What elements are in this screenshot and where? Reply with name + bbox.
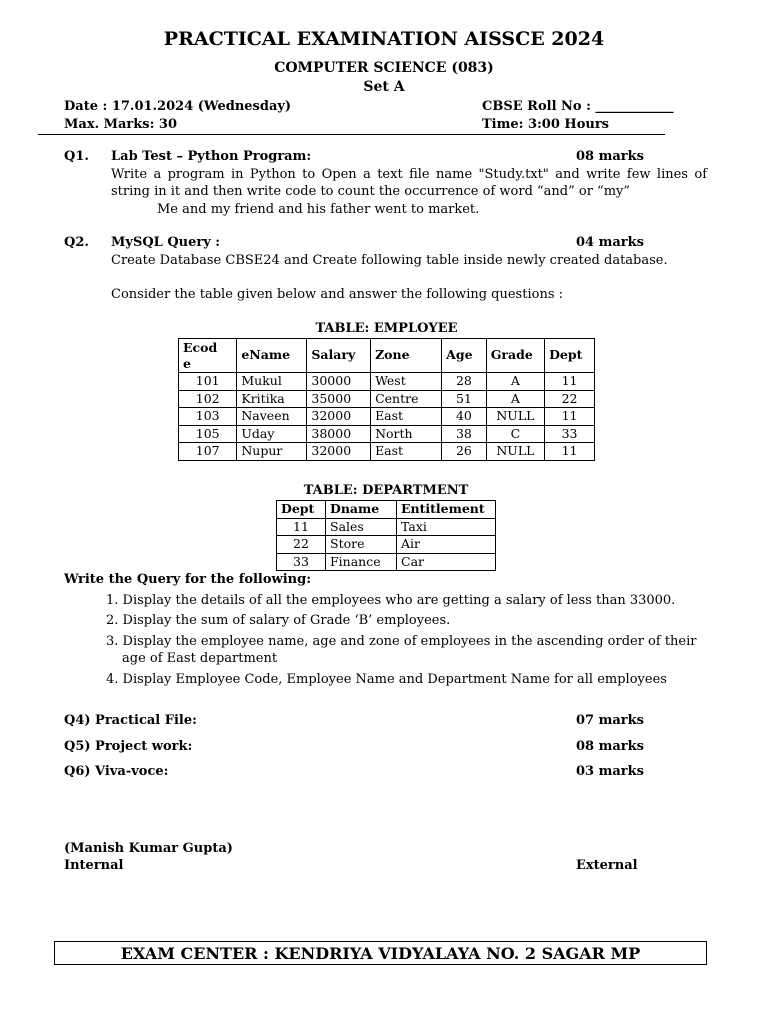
department-dept-cell: 33: [277, 553, 326, 571]
query-item-2: 2. Display the sum of salary of Grade ‘B’ employees.: [106, 613, 451, 628]
table-row: [277, 518, 496, 536]
external-label: External: [576, 858, 638, 873]
employee-col-salary: Salary: [307, 339, 371, 373]
employee-table-header-row: [179, 339, 595, 373]
query-item-4: 4. Display Employee Code, Employee Name and Department Name for all employees: [106, 672, 667, 687]
employee-col-age: Age: [442, 339, 487, 373]
q1-heading: Lab Test – Python Program:: [111, 149, 312, 164]
employee-salary-cell: 30000: [307, 373, 371, 391]
table-row: [179, 425, 595, 443]
employee-col-ename: eName: [237, 339, 307, 373]
department-table-caption: TABLE: DEPARTMENT: [303, 483, 469, 498]
q6-label: Q6) Viva-voce:: [64, 764, 169, 779]
set-label: Set A: [363, 79, 405, 95]
department-dname-cell: Sales: [326, 518, 397, 536]
q5-marks: 08 marks: [576, 739, 644, 754]
department-table-header-row: [277, 501, 496, 519]
employee-age-cell: 38: [442, 425, 487, 443]
employee-col-zone: Zone: [371, 339, 442, 373]
employee-dept-cell: 11: [545, 443, 595, 461]
employee-zone-cell: West: [371, 373, 442, 391]
employee-dept-cell: 22: [545, 390, 595, 408]
employee-name-cell: Mukul: [237, 373, 307, 391]
q1-marks: 08 marks: [576, 149, 644, 164]
employee-grade-cell: NULL: [486, 408, 544, 426]
employee-ecode-cell: 102: [179, 390, 237, 408]
employee-age-cell: 26: [442, 443, 487, 461]
employee-ecode-cell: 101: [179, 373, 237, 391]
employee-zone-cell: North: [371, 425, 442, 443]
employee-name-cell: Naveen: [237, 408, 307, 426]
roll-number: CBSE Roll No : ____________: [482, 99, 674, 114]
table-row: [179, 390, 595, 408]
department-entitlement-cell: Taxi: [397, 518, 496, 536]
employee-dept-cell: 11: [545, 408, 595, 426]
query-item-3: 3. Display the employee name, age and zone of employees in the ascending order of their: [106, 634, 697, 649]
employee-name-cell: Uday: [237, 425, 307, 443]
employee-salary-cell: 32000: [307, 408, 371, 426]
table-row: [179, 408, 595, 426]
employee-salary-cell: 32000: [307, 443, 371, 461]
employee-col-dept: Dept: [545, 339, 595, 373]
employee-col-ecode: Ecod e: [179, 339, 237, 373]
employee-zone-cell: East: [371, 443, 442, 461]
q2-number: Q2.: [64, 235, 89, 250]
q1-text-line1: Write a program in Python to Open a text file name "Study.txt" and write few lines of: [111, 167, 707, 182]
query-item-3-continued: age of East department: [122, 651, 278, 666]
department-dept-cell: 22: [277, 536, 326, 554]
department-dname-cell: Store: [326, 536, 397, 554]
department-table: [276, 500, 496, 571]
table-row: [277, 536, 496, 554]
employee-age-cell: 51: [442, 390, 487, 408]
q1-sample-text: Me and my friend and his father went to market.: [157, 202, 480, 217]
employee-age-cell: 40: [442, 408, 487, 426]
department-entitlement-cell: Air: [397, 536, 496, 554]
employee-col-grade: Grade: [486, 339, 544, 373]
table-row: [179, 373, 595, 391]
q4-marks: 07 marks: [576, 713, 644, 728]
employee-table-caption: TABLE: EMPLOYEE: [315, 321, 458, 336]
max-marks: Max. Marks: 30: [64, 117, 178, 132]
employee-name-cell: Nupur: [237, 443, 307, 461]
department-col-dname: Dname: [326, 501, 397, 519]
q2-marks: 04 marks: [576, 235, 644, 250]
q4-label: Q4) Practical File:: [64, 713, 197, 728]
table-row: [179, 443, 595, 461]
employee-dept-cell: 33: [545, 425, 595, 443]
internal-label: Internal: [64, 858, 124, 873]
header-divider: [38, 134, 665, 135]
exam-center-banner: EXAM CENTER : KENDRIYA VIDYALAYA NO. 2 SAGAR MP: [54, 941, 707, 965]
employee-ecode-cell: 107: [179, 443, 237, 461]
q2-text-line2: Consider the table given below and answer the following questions :: [111, 287, 563, 302]
subject-title: COMPUTER SCIENCE (083): [274, 60, 494, 76]
employee-zone-cell: East: [371, 408, 442, 426]
employee-ecode-cell: 105: [179, 425, 237, 443]
department-col-dept: Dept: [277, 501, 326, 519]
q2-text-line1: Create Database CBSE24 and Create following table inside newly created database.: [111, 253, 668, 268]
table-row: [277, 553, 496, 571]
employee-grade-cell: C: [486, 425, 544, 443]
exam-time: Time: 3:00 Hours: [482, 117, 609, 132]
department-col-entitlement: Entitlement: [397, 501, 496, 519]
employee-name-cell: Kritika: [237, 390, 307, 408]
query-item-1: 1. Display the details of all the employees who are getting a salary of less than 33000.: [106, 593, 676, 608]
employee-grade-cell: A: [486, 390, 544, 408]
q5-label: Q5) Project work:: [64, 739, 193, 754]
queries-heading: Write the Query for the following:: [64, 572, 312, 587]
q2-heading: MySQL Query :: [111, 235, 221, 250]
examiner-name: (Manish Kumar Gupta): [64, 841, 233, 856]
department-dept-cell: 11: [277, 518, 326, 536]
exam-date: Date : 17.01.2024 (Wednesday): [64, 99, 292, 114]
employee-salary-cell: 38000: [307, 425, 371, 443]
employee-ecode-cell: 103: [179, 408, 237, 426]
employee-dept-cell: 11: [545, 373, 595, 391]
employee-table: [178, 338, 595, 461]
q1-text-line2: string in it and then write code to count the occurrence of word “and” or “my”: [111, 184, 631, 199]
employee-age-cell: 28: [442, 373, 487, 391]
q6-marks: 03 marks: [576, 764, 644, 779]
employee-grade-cell: NULL: [486, 443, 544, 461]
employee-salary-cell: 35000: [307, 390, 371, 408]
department-entitlement-cell: Car: [397, 553, 496, 571]
page-title: PRACTICAL EXAMINATION AISSCE 2024: [163, 28, 605, 50]
q1-number: Q1.: [64, 149, 89, 164]
department-dname-cell: Finance: [326, 553, 397, 571]
employee-grade-cell: A: [486, 373, 544, 391]
employee-zone-cell: Centre: [371, 390, 442, 408]
